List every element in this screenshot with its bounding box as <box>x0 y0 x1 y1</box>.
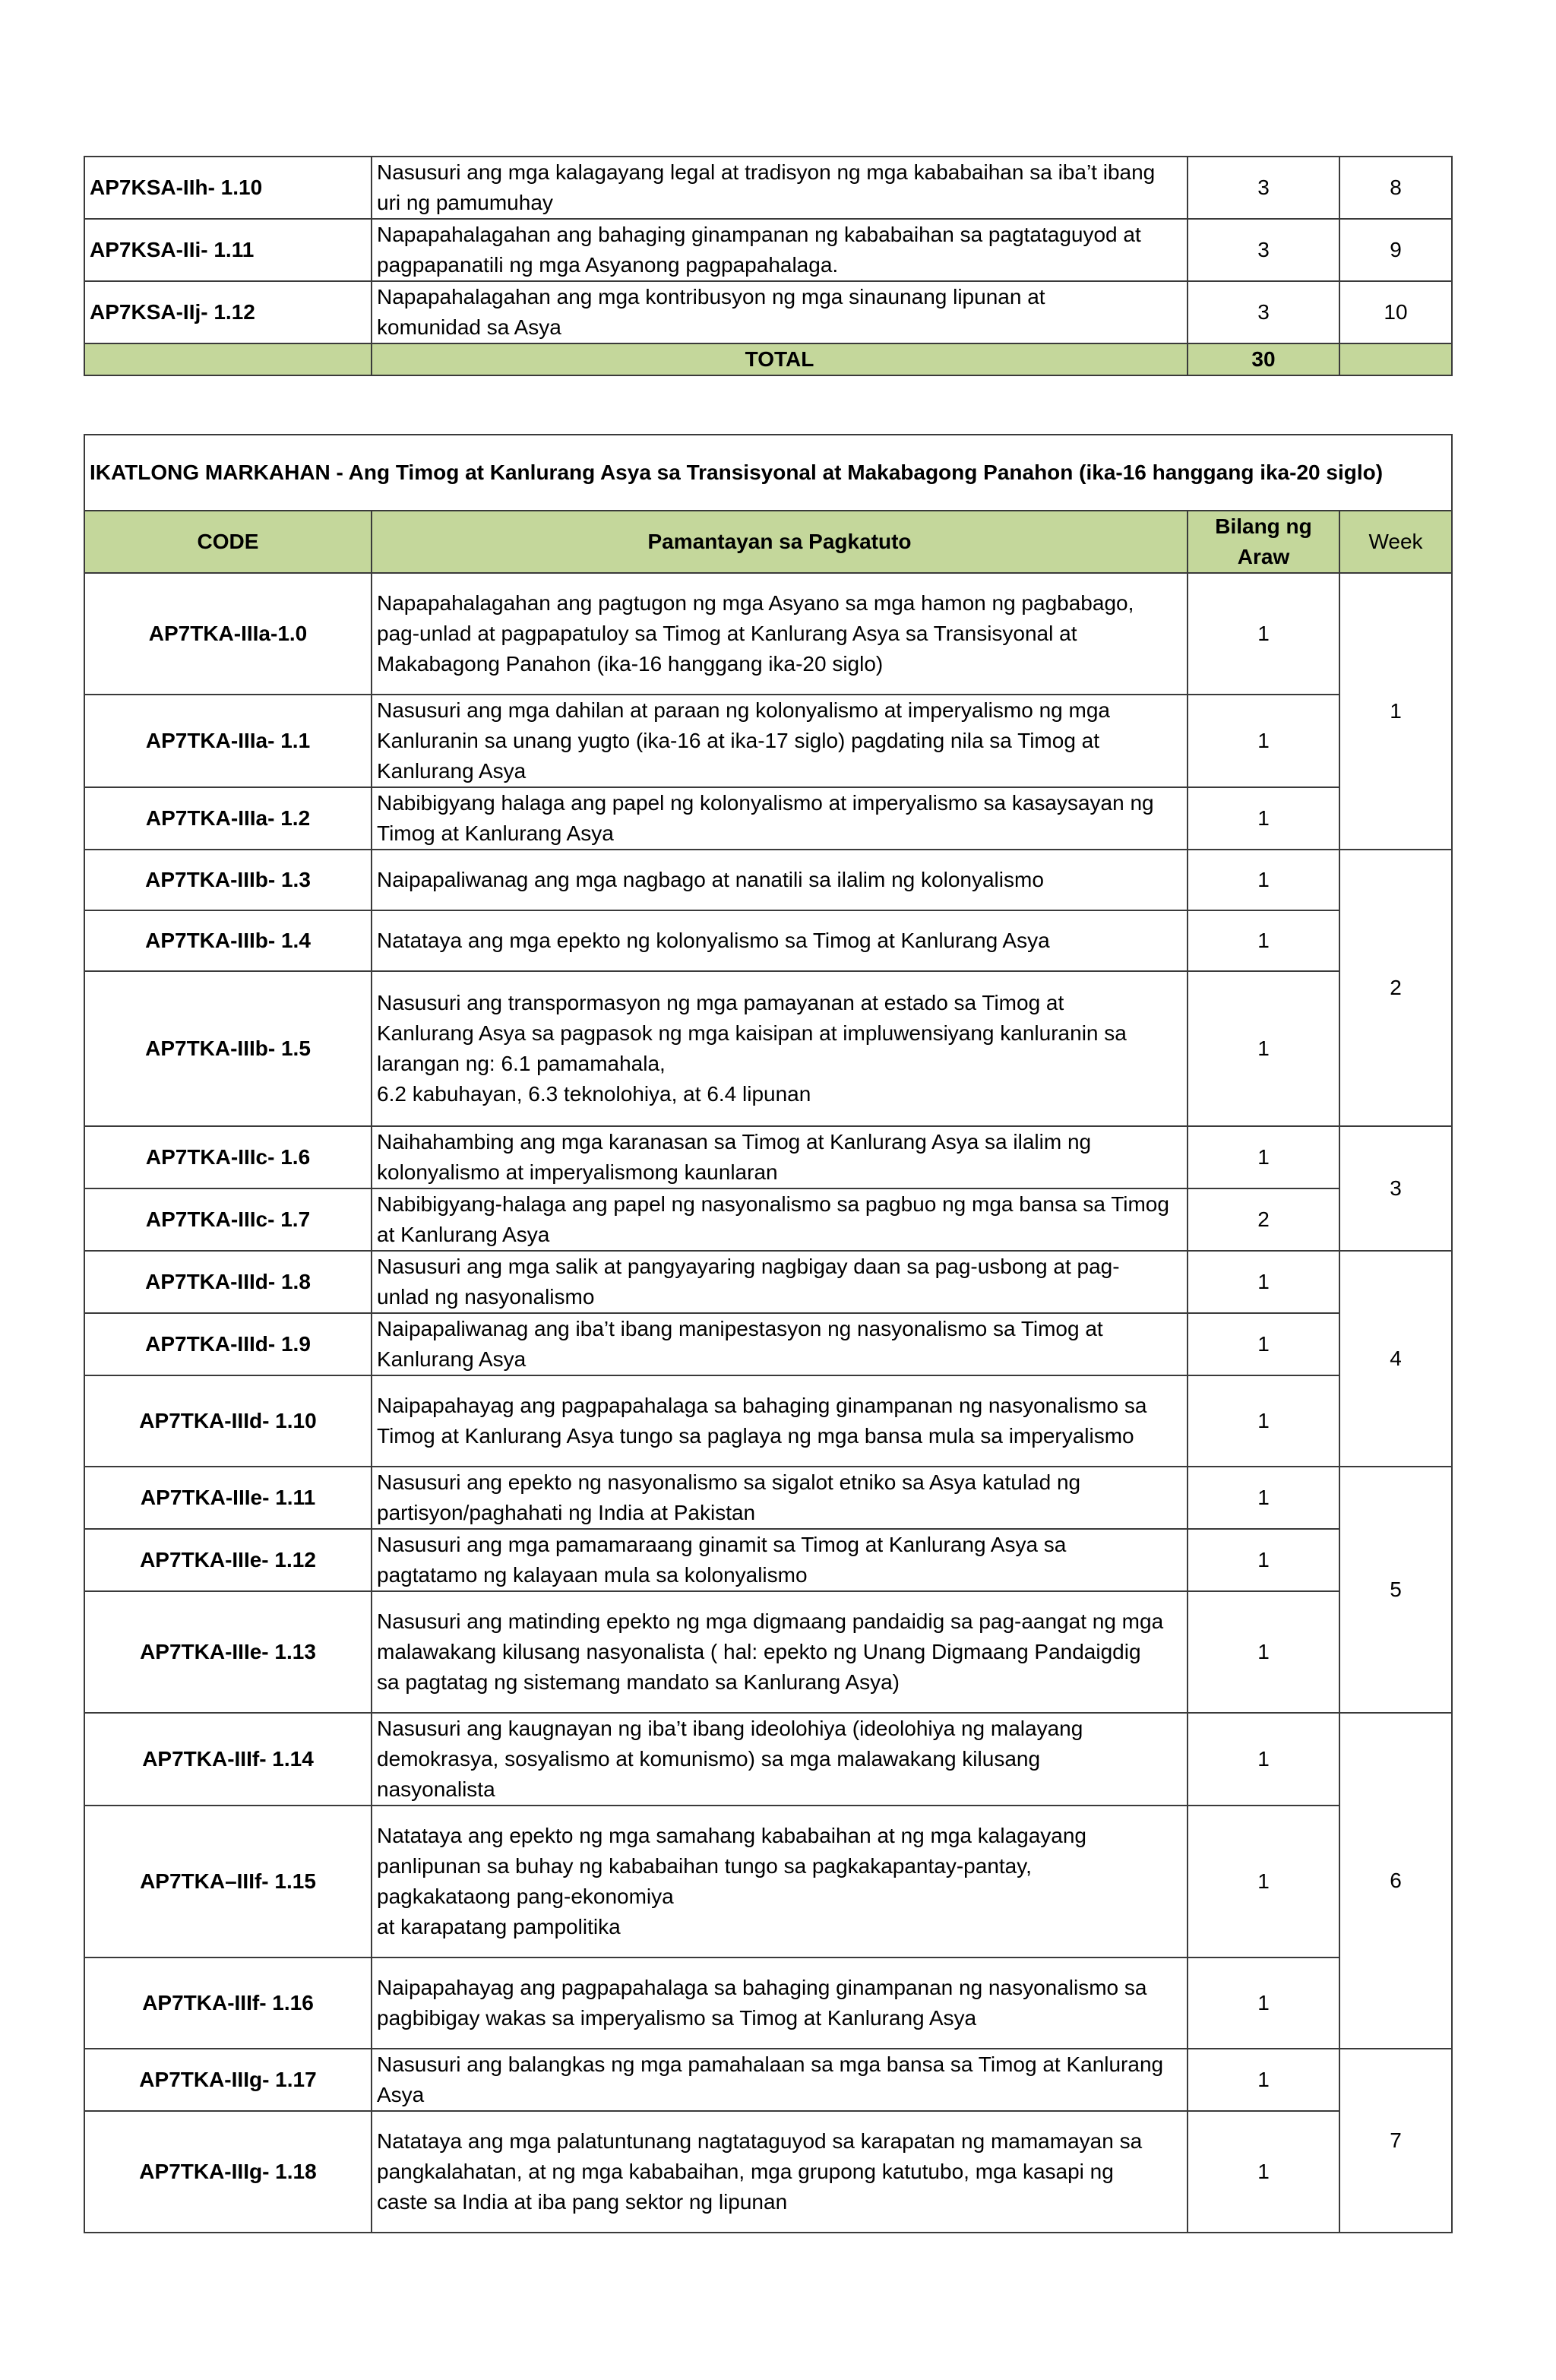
competency-code: AP7TKA-IIId- 1.8 <box>84 1251 372 1313</box>
days-count: 1 <box>1188 1313 1339 1375</box>
week-number: 6 <box>1339 1713 1452 2049</box>
competency-code: AP7TKA-IIIe- 1.13 <box>84 1591 372 1713</box>
table-row <box>84 2111 1452 2233</box>
week-number: 1 <box>1339 573 1452 850</box>
total-empty-cell <box>1339 343 1452 375</box>
header-week: Week <box>1339 511 1452 573</box>
days-count: 3 <box>1188 219 1339 281</box>
days-count: 1 <box>1188 573 1339 695</box>
competency-code: AP7TKA-IIIf- 1.16 <box>84 1957 372 2049</box>
competency-code: AP7TKA-IIIa- 1.1 <box>84 695 372 787</box>
competency-code: AP7TKA-IIIc- 1.7 <box>84 1188 372 1251</box>
header-row <box>84 511 1452 573</box>
competency-code: AP7TKA-IIIf- 1.14 <box>84 1713 372 1806</box>
competency-code: AP7TKA-IIIg- 1.18 <box>84 2111 372 2233</box>
competency-description: Nasusuri ang mga kalagayang legal at tradisyon ng mga kababaihan sa iba’t ibang uri ng pamumuhay <box>372 157 1188 219</box>
table-row <box>84 1591 1452 1713</box>
header-code: CODE <box>84 511 372 573</box>
table-row <box>84 157 1452 219</box>
competency-code: AP7TKA–IIIf- 1.15 <box>84 1806 372 1957</box>
competency-description: Napapahalagahan ang bahaging ginampanan ng kababaihan sa pagtataguyod at pagpapanatili ng mga Asyanong pagpapahalaga. <box>372 219 1188 281</box>
table-row <box>84 1529 1452 1591</box>
competency-code: AP7TKA-IIIe- 1.12 <box>84 1529 372 1591</box>
days-count: 1 <box>1188 1591 1339 1713</box>
competency-description: Napapahalagahan ang pagtugon ng mga Asyano sa mga hamon ng pagbabago, pag-unlad at pagpapatuloy sa Timog at Kanlurang Asya sa Transisyonal at Makabagong Panahon (ika-16 hanggang ika-20 siglo) <box>372 573 1188 695</box>
table-row <box>84 971 1452 1126</box>
days-count: 1 <box>1188 1713 1339 1806</box>
competency-code: AP7TKA-IIIb- 1.4 <box>84 910 372 971</box>
table-row <box>84 1126 1452 1188</box>
competency-description: Natataya ang epekto ng mga samahang kababaihan at ng mga kalagayang panlipunan sa buhay ng kababaihan tungo sa pagkakapantay-pantay, pagkakataong pang-ekonomiya at karapatang pampolitika <box>372 1806 1188 1957</box>
competency-code: AP7TKA-IIIa-1.0 <box>84 573 372 695</box>
competency-description: Naipapahayag ang pagpapahalaga sa bahaging ginampanan ng nasyonalismo sa pagbibigay wakas sa imperyalismo sa Timog at Kanlurang Asya <box>372 1957 1188 2049</box>
days-count: 3 <box>1188 157 1339 219</box>
competency-code: AP7KSA-IIi- 1.11 <box>84 219 372 281</box>
table-row <box>84 1313 1452 1375</box>
table-row <box>84 573 1452 695</box>
days-count: 1 <box>1188 971 1339 1126</box>
competency-code: AP7TKA-IIIg- 1.17 <box>84 2049 372 2111</box>
competency-description: Natataya ang mga palatuntunang nagtataguyod sa karapatan ng mamamayan sa pangkalahatan, at ng mga kababaihan, mga grupong katutubo, mga kasapi ng caste sa India at iba pang sektor ng lipunan <box>372 2111 1188 2233</box>
table-row <box>84 787 1452 850</box>
table-row <box>84 1957 1452 2049</box>
week-number: 3 <box>1339 1126 1452 1251</box>
days-count: 2 <box>1188 1188 1339 1251</box>
days-count: 1 <box>1188 1126 1339 1188</box>
days-count: 1 <box>1188 1467 1339 1529</box>
days-count: 1 <box>1188 2111 1339 2233</box>
competency-description: Naipapaliwanag ang mga nagbago at nanatili sa ilalim ng kolonyalismo <box>372 850 1188 910</box>
week-number: 7 <box>1339 2049 1452 2233</box>
competency-description: Nasusuri ang balangkas ng mga pamahalaan sa mga bansa sa Timog at Kanlurang Asya <box>372 2049 1188 2111</box>
table-row <box>84 1806 1452 1957</box>
week-number: 4 <box>1339 1251 1452 1467</box>
competency-code: AP7TKA-IIId- 1.10 <box>84 1375 372 1467</box>
week-number: 8 <box>1339 157 1452 219</box>
competency-description: Natataya ang mga epekto ng kolonyalismo sa Timog at Kanlurang Asya <box>372 910 1188 971</box>
competency-description: Napapahalagahan ang mga kontribusyon ng mga sinaunang lipunan at komunidad sa Asya <box>372 281 1188 343</box>
quarter-three-table <box>84 434 1453 2233</box>
competency-description: Naipapahayag ang pagpapahalaga sa bahaging ginampanan ng nasyonalismo sa Timog at Kanlurang Asya tungo sa paglaya ng mga bansa mula sa imperyalismo <box>372 1375 1188 1467</box>
week-number: 9 <box>1339 219 1452 281</box>
competency-description: Nabibigyang-halaga ang papel ng nasyonalismo sa pagbuo ng mga bansa sa Timog at Kanlurang Asya <box>372 1188 1188 1251</box>
table-row <box>84 850 1452 910</box>
table-row <box>84 1713 1452 1806</box>
days-count: 1 <box>1188 910 1339 971</box>
competency-description: Naipapaliwanag ang iba’t ibang manipestasyon ng nasyonalismo sa Timog at Kanlurang Asya <box>372 1313 1188 1375</box>
days-count: 1 <box>1188 2049 1339 2111</box>
table-row <box>84 1467 1452 1529</box>
competency-code: AP7KSA-IIj- 1.12 <box>84 281 372 343</box>
days-count: 3 <box>1188 281 1339 343</box>
week-number: 5 <box>1339 1467 1452 1713</box>
days-count: 1 <box>1188 1529 1339 1591</box>
quarter-title-row <box>84 435 1452 511</box>
competency-description: Nasusuri ang mga salik at pangyayaring nagbigay daan sa pag-usbong at pag- unlad ng nasyonalismo <box>372 1251 1188 1313</box>
days-count: 1 <box>1188 1957 1339 2049</box>
days-count: 1 <box>1188 695 1339 787</box>
table-row <box>84 910 1452 971</box>
days-count: 1 <box>1188 1806 1339 1957</box>
total-row <box>84 343 1452 375</box>
week-number: 10 <box>1339 281 1452 343</box>
competency-description: Nasusuri ang transpormasyon ng mga pamayanan at estado sa Timog at Kanlurang Asya sa pagpasok ng mga kaisipan at impluwensiyang kanluranin sa larangan ng: 6.1 pamamahala, 6.2 kabuhayan, 6.3 teknolohiya, at 6.4 lipunan <box>372 971 1188 1126</box>
table-row <box>84 281 1452 343</box>
competency-description: Nasusuri ang epekto ng nasyonalismo sa sigalot etniko sa Asya katulad ng partisyon/paghahati ng India at Pakistan <box>372 1467 1188 1529</box>
week-number: 2 <box>1339 850 1452 1126</box>
competency-code: AP7TKA-IIIc- 1.6 <box>84 1126 372 1188</box>
competency-code: AP7TKA-IIId- 1.9 <box>84 1313 372 1375</box>
header-standard: Pamantayan sa Pagkatuto <box>372 511 1188 573</box>
competency-description: Nabibigyang halaga ang papel ng kolonyalismo at imperyalismo sa kasaysayan ng Timog at Kanlurang Asya <box>372 787 1188 850</box>
table-row <box>84 2049 1452 2111</box>
table-row <box>84 1251 1452 1313</box>
competency-code: AP7KSA-IIh- 1.10 <box>84 157 372 219</box>
competency-code: AP7TKA-IIIb- 1.5 <box>84 971 372 1126</box>
competency-code: AP7TKA-IIIe- 1.11 <box>84 1467 372 1529</box>
table-row <box>84 219 1452 281</box>
table-row <box>84 695 1452 787</box>
table-row <box>84 1375 1452 1467</box>
total-label: TOTAL <box>372 343 1188 375</box>
days-count: 1 <box>1188 1375 1339 1467</box>
days-count: 1 <box>1188 850 1339 910</box>
quarter-title: IKATLONG MARKAHAN - Ang Timog at Kanlurang Asya sa Transisyonal at Makabagong Panahon (ika-16 hanggang ika-20 siglo) <box>84 435 1452 511</box>
competency-description: Nasusuri ang mga dahilan at paraan ng kolonyalismo at imperyalismo ng mga Kanluranin sa unang yugto (ika-16 at ika-17 siglo) pagdating nila sa Timog at Kanlurang Asya <box>372 695 1188 787</box>
competency-code: AP7TKA-IIIb- 1.3 <box>84 850 372 910</box>
total-empty-cell <box>84 343 372 375</box>
competency-code: AP7TKA-IIIa- 1.2 <box>84 787 372 850</box>
competency-description: Nasusuri ang kaugnayan ng iba’t ibang ideolohiya (ideolohiya ng malayang demokrasya, sosyalismo at komunismo) sa mga malawakang kilusang nasyonalista <box>372 1713 1188 1806</box>
competency-description: Nasusuri ang mga pamamaraang ginamit sa Timog at Kanlurang Asya sa pagtatamo ng kalayaan mula sa kolonyalismo <box>372 1529 1188 1591</box>
quarter-two-table <box>84 156 1453 376</box>
header-days: Bilang ng Araw <box>1188 511 1339 573</box>
table-row <box>84 1188 1452 1251</box>
days-count: 1 <box>1188 787 1339 850</box>
days-count: 1 <box>1188 1251 1339 1313</box>
competency-description: Nasusuri ang matinding epekto ng mga digmaang pandaidig sa pag-aangat ng mga malawakang kilusang nasyonalista ( hal: epekto ng Unang Digmaang Pandaigdig sa pagtatag ng sistemang mandato sa Kanlurang Asya) <box>372 1591 1188 1713</box>
total-value: 30 <box>1188 343 1339 375</box>
competency-description: Naihahambing ang mga karanasan sa Timog at Kanlurang Asya sa ilalim ng kolonyalismo at imperyalismong kaunlaran <box>372 1126 1188 1188</box>
